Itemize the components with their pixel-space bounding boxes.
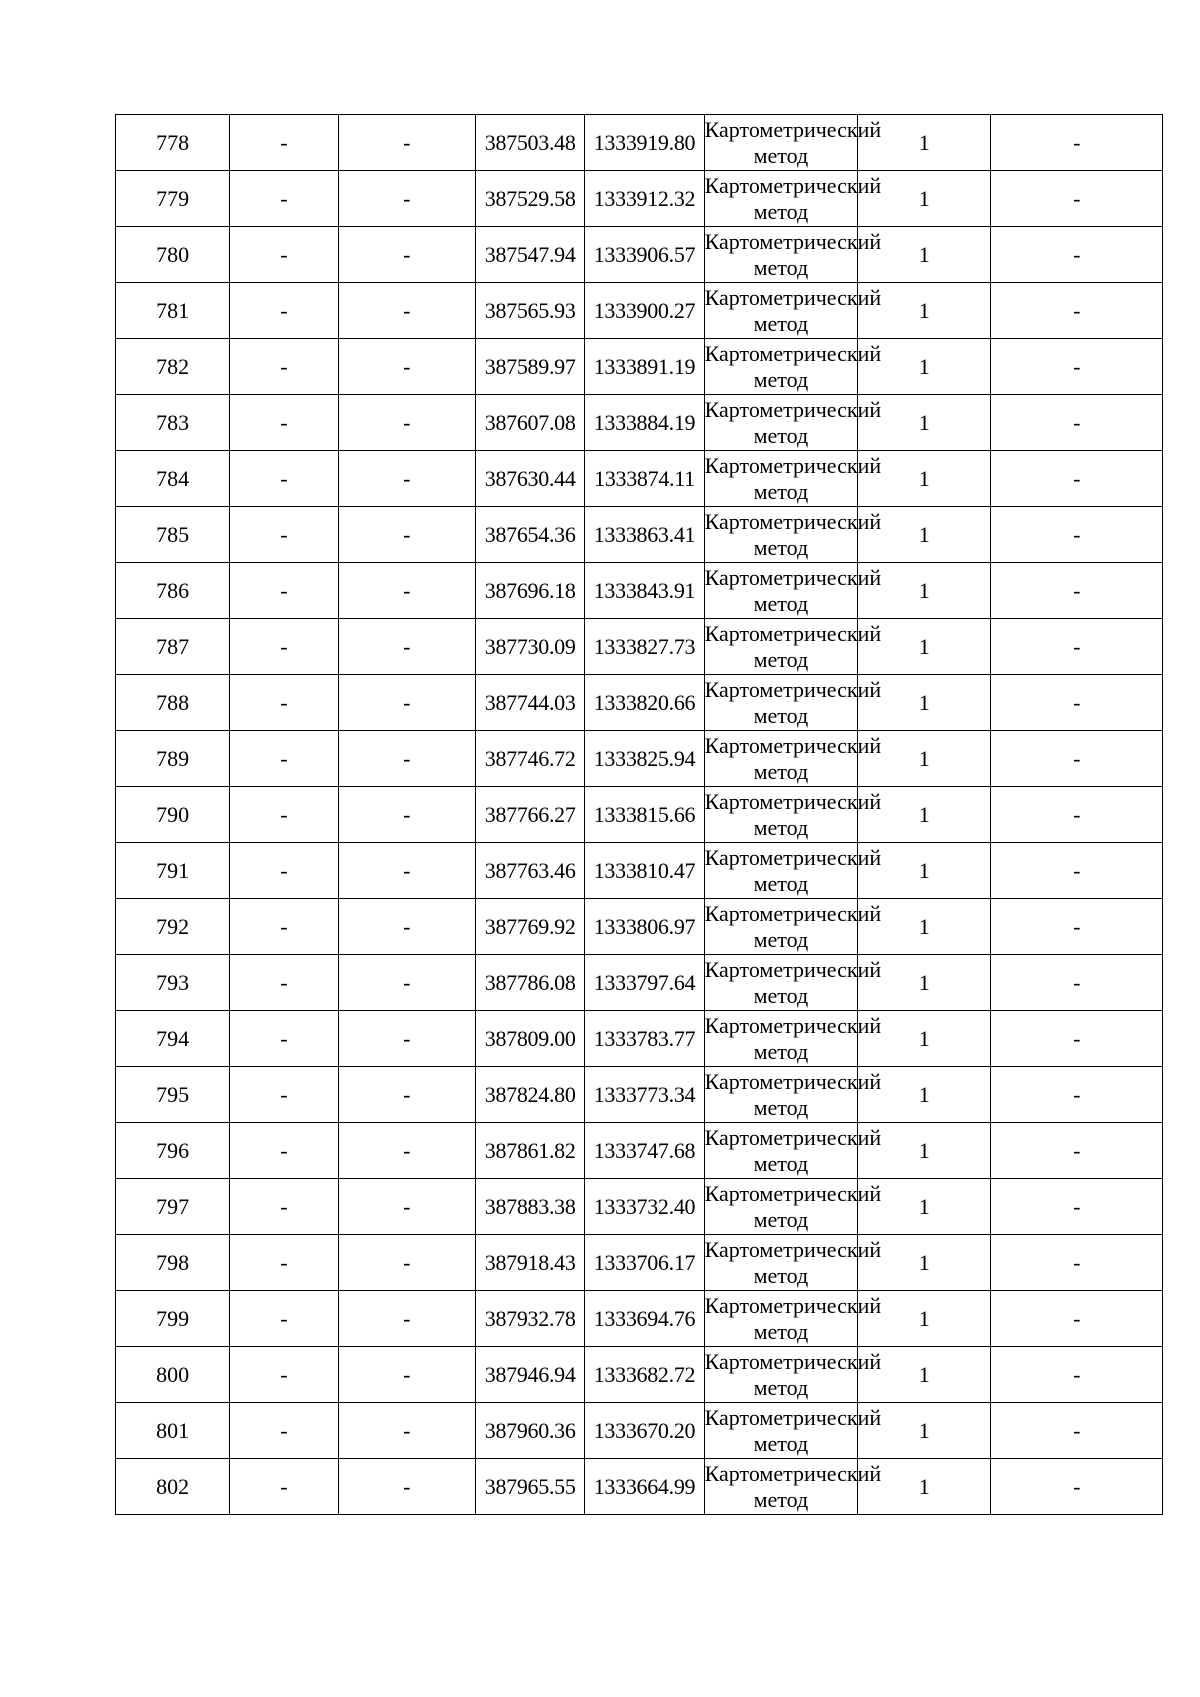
table-row [116,1347,1163,1403]
point-number-cell: 779 [116,171,230,227]
x-coordinate-cell: 387503.48 [476,115,585,171]
method-cell: Картометрический метод [704,1347,857,1403]
point-number-cell: 798 [116,1235,230,1291]
point-number-cell: 799 [116,1291,230,1347]
note-cell: - [991,731,1163,787]
dash-cell: - [230,675,338,731]
accuracy-cell: 1 [858,507,991,563]
x-coordinate-cell: 387730.09 [476,619,585,675]
note-cell: - [991,1291,1163,1347]
accuracy-cell: 1 [858,227,991,283]
note-cell: - [991,283,1163,339]
table-row [116,507,1163,563]
dash-cell: - [338,339,475,395]
x-coordinate-cell: 387744.03 [476,675,585,731]
table-row [116,1179,1163,1235]
accuracy-cell: 1 [858,619,991,675]
point-number-cell: 788 [116,675,230,731]
dash-cell: - [338,899,475,955]
accuracy-cell: 1 [858,339,991,395]
dash-cell: - [230,395,338,451]
accuracy-cell: 1 [858,171,991,227]
note-cell: - [991,339,1163,395]
dash-cell: - [338,171,475,227]
note-cell: - [991,843,1163,899]
accuracy-cell: 1 [858,451,991,507]
note-cell: - [991,1403,1163,1459]
table-body [116,115,1163,1515]
dash-cell: - [230,227,338,283]
accuracy-cell: 1 [858,955,991,1011]
note-cell: - [991,1347,1163,1403]
note-cell: - [991,1179,1163,1235]
method-cell: Картометрический метод [704,563,857,619]
point-number-cell: 785 [116,507,230,563]
method-cell: Картометрический метод [704,1235,857,1291]
method-cell: Картометрический метод [704,171,857,227]
y-coordinate-cell: 1333900.27 [585,283,704,339]
y-coordinate-cell: 1333863.41 [585,507,704,563]
point-number-cell: 781 [116,283,230,339]
method-cell: Картометрический метод [704,1011,857,1067]
x-coordinate-cell: 387607.08 [476,395,585,451]
dash-cell: - [338,1403,475,1459]
accuracy-cell: 1 [858,787,991,843]
table-row [116,1459,1163,1515]
dash-cell: - [338,675,475,731]
x-coordinate-cell: 387932.78 [476,1291,585,1347]
y-coordinate-cell: 1333874.11 [585,451,704,507]
method-cell: Картометрический метод [704,955,857,1011]
method-cell: Картометрический метод [704,1067,857,1123]
point-number-cell: 795 [116,1067,230,1123]
accuracy-cell: 1 [858,899,991,955]
dash-cell: - [230,339,338,395]
table-row [116,283,1163,339]
accuracy-cell: 1 [858,1067,991,1123]
dash-cell: - [338,283,475,339]
accuracy-cell: 1 [858,1403,991,1459]
accuracy-cell: 1 [858,1347,991,1403]
accuracy-cell: 1 [858,115,991,171]
y-coordinate-cell: 1333815.66 [585,787,704,843]
accuracy-cell: 1 [858,1123,991,1179]
x-coordinate-cell: 387766.27 [476,787,585,843]
table-row [116,731,1163,787]
accuracy-cell: 1 [858,1179,991,1235]
point-number-cell: 793 [116,955,230,1011]
dash-cell: - [338,787,475,843]
note-cell: - [991,507,1163,563]
x-coordinate-cell: 387824.80 [476,1067,585,1123]
method-cell: Картометрический метод [704,619,857,675]
note-cell: - [991,171,1163,227]
accuracy-cell: 1 [858,283,991,339]
table-row [116,675,1163,731]
method-cell: Картометрический метод [704,451,857,507]
method-cell: Картометрический метод [704,899,857,955]
y-coordinate-cell: 1333664.99 [585,1459,704,1515]
method-cell: Картометрический метод [704,1179,857,1235]
y-coordinate-cell: 1333919.80 [585,115,704,171]
dash-cell: - [230,1459,338,1515]
accuracy-cell: 1 [858,731,991,787]
note-cell: - [991,451,1163,507]
method-cell: Картометрический метод [704,339,857,395]
dash-cell: - [230,619,338,675]
x-coordinate-cell: 387861.82 [476,1123,585,1179]
method-cell: Картометрический метод [704,787,857,843]
dash-cell: - [230,1235,338,1291]
dash-cell: - [230,787,338,843]
dash-cell: - [230,1123,338,1179]
y-coordinate-cell: 1333694.76 [585,1291,704,1347]
dash-cell: - [230,955,338,1011]
point-number-cell: 789 [116,731,230,787]
method-cell: Картометрический метод [704,507,857,563]
y-coordinate-cell: 1333843.91 [585,563,704,619]
y-coordinate-cell: 1333827.73 [585,619,704,675]
x-coordinate-cell: 387547.94 [476,227,585,283]
note-cell: - [991,899,1163,955]
method-cell: Картометрический метод [704,1291,857,1347]
y-coordinate-cell: 1333682.72 [585,1347,704,1403]
accuracy-cell: 1 [858,563,991,619]
dash-cell: - [230,1291,338,1347]
dash-cell: - [230,283,338,339]
method-cell: Картометрический метод [704,1123,857,1179]
method-cell: Картометрический метод [704,115,857,171]
note-cell: - [991,955,1163,1011]
point-number-cell: 778 [116,115,230,171]
x-coordinate-cell: 387529.58 [476,171,585,227]
dash-cell: - [338,619,475,675]
dash-cell: - [230,899,338,955]
point-number-cell: 801 [116,1403,230,1459]
note-cell: - [991,1235,1163,1291]
dash-cell: - [230,731,338,787]
table-row [116,227,1163,283]
point-number-cell: 790 [116,787,230,843]
dash-cell: - [338,1235,475,1291]
dash-cell: - [230,843,338,899]
accuracy-cell: 1 [858,843,991,899]
note-cell: - [991,619,1163,675]
dash-cell: - [230,1403,338,1459]
table-row [116,1291,1163,1347]
point-number-cell: 792 [116,899,230,955]
note-cell: - [991,1123,1163,1179]
dash-cell: - [338,731,475,787]
y-coordinate-cell: 1333783.77 [585,1011,704,1067]
dash-cell: - [338,1123,475,1179]
accuracy-cell: 1 [858,395,991,451]
table-row [116,1403,1163,1459]
table-row [116,787,1163,843]
table-row [116,563,1163,619]
accuracy-cell: 1 [858,1459,991,1515]
x-coordinate-cell: 387786.08 [476,955,585,1011]
table-row [116,451,1163,507]
x-coordinate-cell: 387883.38 [476,1179,585,1235]
dash-cell: - [338,507,475,563]
method-cell: Картометрический метод [704,843,857,899]
y-coordinate-cell: 1333806.97 [585,899,704,955]
y-coordinate-cell: 1333670.20 [585,1403,704,1459]
x-coordinate-cell: 387965.55 [476,1459,585,1515]
y-coordinate-cell: 1333906.57 [585,227,704,283]
note-cell: - [991,115,1163,171]
note-cell: - [991,1067,1163,1123]
dash-cell: - [230,451,338,507]
point-number-cell: 786 [116,563,230,619]
point-number-cell: 787 [116,619,230,675]
y-coordinate-cell: 1333706.17 [585,1235,704,1291]
method-cell: Картометрический метод [704,1403,857,1459]
y-coordinate-cell: 1333773.34 [585,1067,704,1123]
table-row [116,339,1163,395]
accuracy-cell: 1 [858,1235,991,1291]
dash-cell: - [230,1179,338,1235]
y-coordinate-cell: 1333820.66 [585,675,704,731]
x-coordinate-cell: 387746.72 [476,731,585,787]
y-coordinate-cell: 1333884.19 [585,395,704,451]
point-number-cell: 800 [116,1347,230,1403]
note-cell: - [991,1011,1163,1067]
dash-cell: - [230,1347,338,1403]
point-number-cell: 784 [116,451,230,507]
dash-cell: - [338,1011,475,1067]
point-number-cell: 782 [116,339,230,395]
x-coordinate-cell: 387630.44 [476,451,585,507]
dash-cell: - [230,115,338,171]
note-cell: - [991,787,1163,843]
y-coordinate-cell: 1333825.94 [585,731,704,787]
method-cell: Картометрический метод [704,283,857,339]
accuracy-cell: 1 [858,1011,991,1067]
accuracy-cell: 1 [858,1291,991,1347]
table-row [116,395,1163,451]
table-row [116,1123,1163,1179]
x-coordinate-cell: 387654.36 [476,507,585,563]
y-coordinate-cell: 1333810.47 [585,843,704,899]
method-cell: Картометрический метод [704,731,857,787]
accuracy-cell: 1 [858,675,991,731]
x-coordinate-cell: 387960.36 [476,1403,585,1459]
dash-cell: - [338,451,475,507]
x-coordinate-cell: 387696.18 [476,563,585,619]
x-coordinate-cell: 387946.94 [476,1347,585,1403]
dash-cell: - [230,1067,338,1123]
dash-cell: - [338,1459,475,1515]
table-row [116,899,1163,955]
table-row [116,115,1163,171]
dash-cell: - [230,1011,338,1067]
y-coordinate-cell: 1333797.64 [585,955,704,1011]
note-cell: - [991,395,1163,451]
point-number-cell: 797 [116,1179,230,1235]
x-coordinate-cell: 387769.92 [476,899,585,955]
note-cell: - [991,675,1163,731]
x-coordinate-cell: 387589.97 [476,339,585,395]
point-number-cell: 796 [116,1123,230,1179]
y-coordinate-cell: 1333732.40 [585,1179,704,1235]
dash-cell: - [338,227,475,283]
dash-cell: - [230,171,338,227]
table-row [116,955,1163,1011]
note-cell: - [991,563,1163,619]
table-row [116,1011,1163,1067]
point-number-cell: 802 [116,1459,230,1515]
x-coordinate-cell: 387809.00 [476,1011,585,1067]
dash-cell: - [338,115,475,171]
dash-cell: - [338,395,475,451]
point-number-cell: 783 [116,395,230,451]
table-row [116,619,1163,675]
point-number-cell: 791 [116,843,230,899]
method-cell: Картометрический метод [704,1459,857,1515]
dash-cell: - [338,1347,475,1403]
point-number-cell: 794 [116,1011,230,1067]
table-row [116,1067,1163,1123]
x-coordinate-cell: 387763.46 [476,843,585,899]
dash-cell: - [338,1067,475,1123]
table-row [116,1235,1163,1291]
dash-cell: - [338,843,475,899]
table-row [116,843,1163,899]
method-cell: Картометрический метод [704,227,857,283]
y-coordinate-cell: 1333747.68 [585,1123,704,1179]
x-coordinate-cell: 387565.93 [476,283,585,339]
y-coordinate-cell: 1333891.19 [585,339,704,395]
dash-cell: - [230,563,338,619]
y-coordinate-cell: 1333912.32 [585,171,704,227]
method-cell: Картометрический метод [704,395,857,451]
dash-cell: - [338,1291,475,1347]
coordinates-table [115,114,1163,1515]
dash-cell: - [338,563,475,619]
note-cell: - [991,1459,1163,1515]
x-coordinate-cell: 387918.43 [476,1235,585,1291]
note-cell: - [991,227,1163,283]
point-number-cell: 780 [116,227,230,283]
table-row [116,171,1163,227]
method-cell: Картометрический метод [704,675,857,731]
dash-cell: - [338,1179,475,1235]
dash-cell: - [230,507,338,563]
dash-cell: - [338,955,475,1011]
